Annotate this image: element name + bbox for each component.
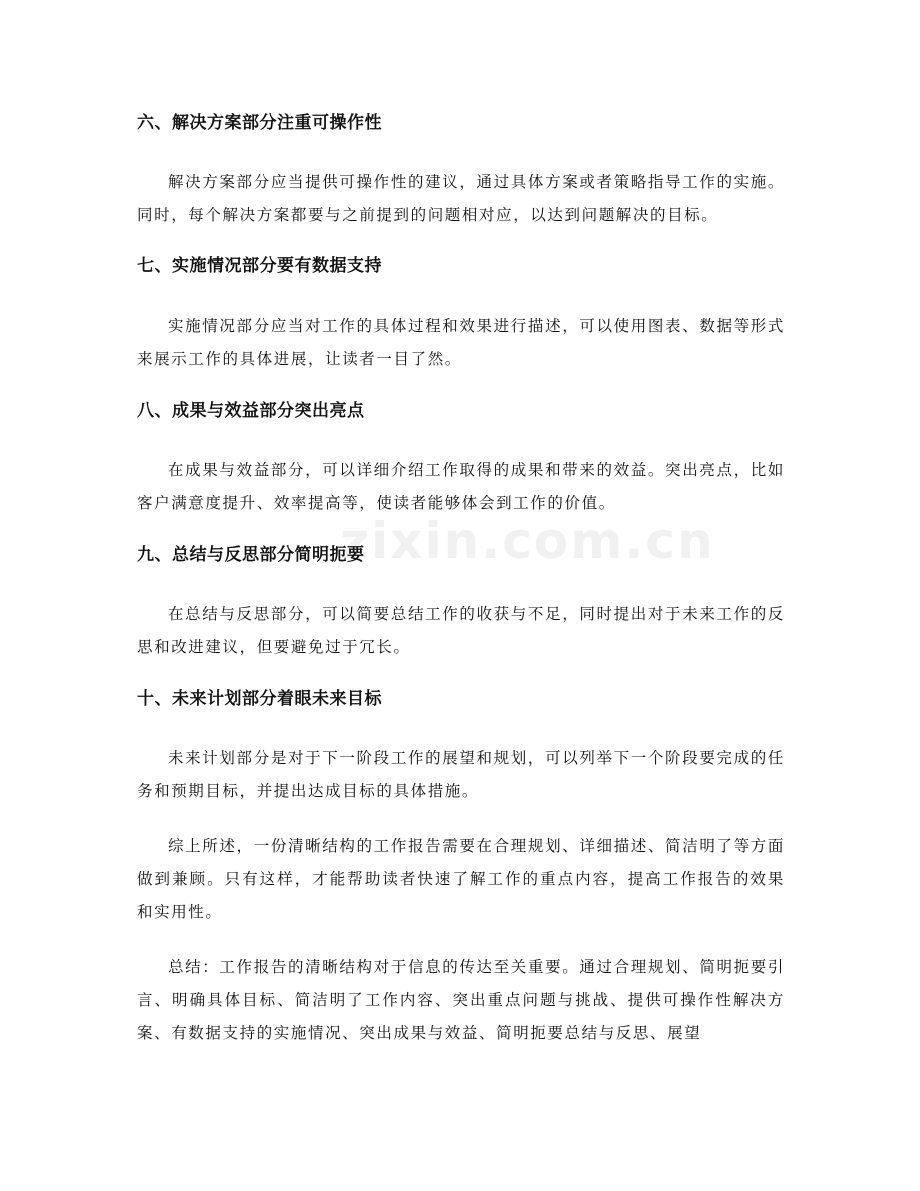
section-9-heading: 九、总结与反思部分简明扼要 <box>137 545 365 565</box>
conclusion-paragraph: 综上所述，一份清晰结构的工作报告需要在合理规划、详细描述、简洁明了等方面做到兼顾。只有这样，才能帮助读者快速了解工作的重点内容，提高工作报告的效果和实用性。 <box>137 837 785 921</box>
summary-paragraph: 总结：工作报告的清晰结构对于信息的传达至关重要。通过合理规划、简明扼要引言、明确具体目标、简洁明了工作内容、突出重点问题与挑战、提供可操作性解决方案、有数据支持的实施情况、突出成果与效益、简明扼要总结与反思、展望 <box>137 958 785 1042</box>
section-6-body: 解决方案部分应当提供可操作性的建议，通过具体方案或者策略指导工作的实施。同时，每个解决方案都要与之前提到的问题相对应，以达到问题解决的目标。 <box>137 173 785 224</box>
section-10-heading: 十、未来计划部分着眼未来目标 <box>137 689 382 709</box>
section-7-heading: 七、实施情况部分要有数据支持 <box>137 256 382 276</box>
section-7-body: 实施情况部分应当对工作的具体过程和效果进行描述，可以使用图表、数据等形式来展示工作的具体进展，让读者一目了然。 <box>137 317 785 368</box>
section-10-body: 未来计划部分是对于下一阶段工作的展望和规划，可以列举下一个阶段要完成的任务和预期目标，并提出达成目标的具体措施。 <box>137 749 785 800</box>
section-8-body: 在成果与效益部分，可以详细介绍工作取得的成果和带来的效益。突出亮点，比如客户满意度提升、效率提高等，使读者能够体会到工作的价值。 <box>137 461 785 512</box>
section-6-heading: 六、解决方案部分注重可操作性 <box>137 113 382 133</box>
section-9-body: 在总结与反思部分，可以简要总结工作的收获与不足，同时提出对于未来工作的反思和改进建议，但要避免过于冗长。 <box>137 605 785 656</box>
document-page <box>137 100 785 1050</box>
watermark: zixin.com.cn <box>340 512 715 570</box>
section-8-heading: 八、成果与效益部分突出亮点 <box>137 401 365 421</box>
